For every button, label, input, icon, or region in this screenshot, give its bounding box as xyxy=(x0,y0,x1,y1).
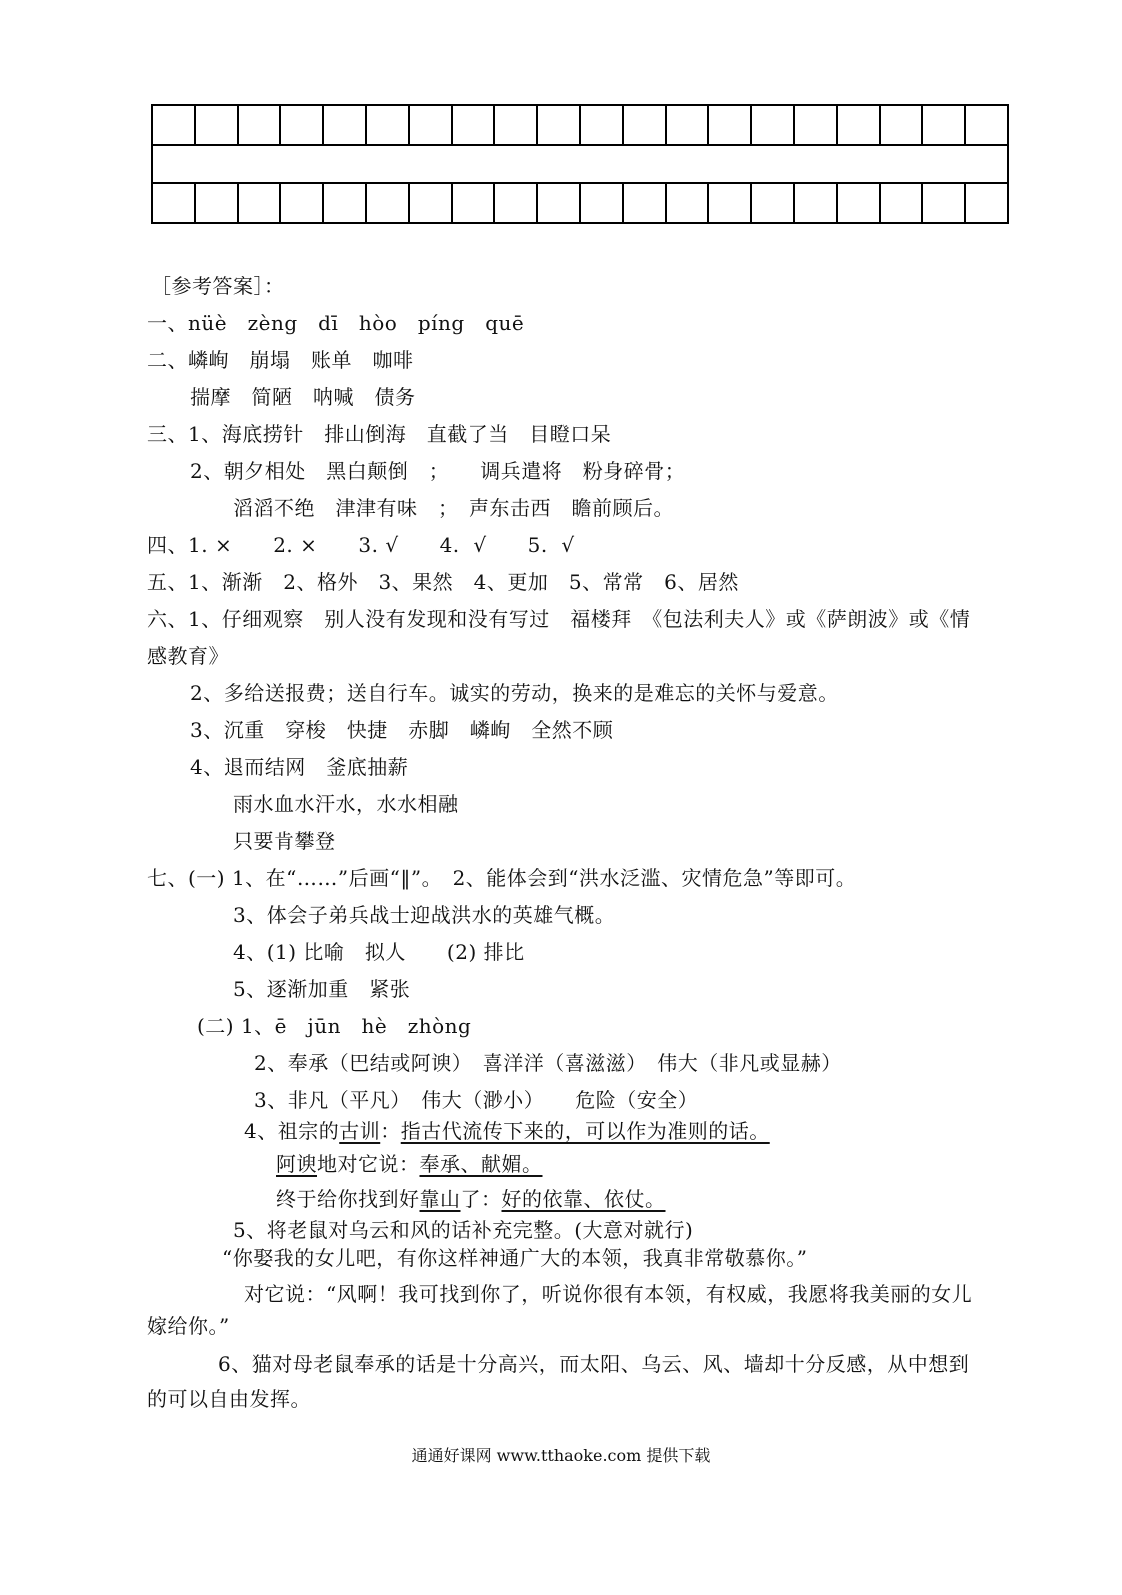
section-7-line-13-cont: 嫁给你。” xyxy=(147,1314,230,1338)
grid-cell xyxy=(794,105,837,145)
section-7-line-4: 5、逐渐加重 紧张 xyxy=(233,977,411,1001)
section-1-pinyin: 一、nüè zèng dī hòo píng quē xyxy=(147,311,525,335)
grid-cell xyxy=(623,105,666,145)
section-7-line-9 xyxy=(276,1150,543,1178)
writing-grid-bottom xyxy=(151,182,1009,224)
grid-cell xyxy=(409,105,452,145)
underlined-definition-kaoshan: 好的依靠、依仗。 xyxy=(501,1187,666,1211)
grid-cell xyxy=(537,183,580,223)
grid-cell xyxy=(152,105,195,145)
grid-cell xyxy=(580,183,623,223)
section-6-line-1-cont: 感教育》 xyxy=(147,644,229,668)
section-6-line-3: 3、沉重 穿梭 快捷 赤脚 嶙峋 全然不顾 xyxy=(190,718,614,742)
grid-cell xyxy=(323,183,366,223)
answer-heading: ［参考答案］： xyxy=(151,274,285,298)
grid-cell xyxy=(965,183,1008,223)
section-2-line-1: 二、嶙峋 崩塌 账单 咖啡 xyxy=(147,348,414,372)
grid-cell xyxy=(366,183,409,223)
grid-cell xyxy=(666,105,709,145)
section-6-line-2: 2、多给送报费；送自行车。诚实的劳动，换来的是难忘的关怀与爱意。 xyxy=(190,681,839,705)
grid-cell xyxy=(623,183,666,223)
grid-cell xyxy=(280,183,323,223)
line10-prefix: 终于给你找到好 xyxy=(276,1187,420,1211)
line9-middle: 地对它说： xyxy=(317,1152,420,1176)
section-3-line-3: 滔滔不绝 津津有味 ； 声东击西 瞻前顾后。 xyxy=(233,496,674,520)
section-7-line-14-cont: 的可以自由发挥。 xyxy=(147,1387,311,1411)
section-7-line-7: 3、非凡（平凡） 伟大（渺小） 危险（安全） xyxy=(254,1088,699,1112)
section-7-line-14: 6、猫对母老鼠奉承的话是十分高兴，而太阳、乌云、风、墙却十分反感，从中想到 xyxy=(218,1352,970,1376)
section-4-marks: 四、1. × 2. × 3. √ 4. √ 5. √ xyxy=(147,533,575,557)
underlined-definition-eyu: 奉承、献媚。 xyxy=(419,1152,543,1176)
grid-cell xyxy=(537,105,580,145)
section-3-line-1: 三、1、海底捞针 排山倒海 直截了当 目瞪口呆 xyxy=(147,422,612,446)
section-7-line-2: 3、体会子弟兵战士迎战洪水的英雄气概。 xyxy=(233,903,616,927)
grid-cell xyxy=(880,183,923,223)
footer-source: 通通好课网 www.tthaoke.com 提供下载 xyxy=(411,1446,711,1465)
grid-cell xyxy=(238,105,281,145)
grid-cell xyxy=(708,105,751,145)
grid-cell xyxy=(238,183,281,223)
section-3-line-2: 2、朝夕相处 黑白颠倒 ； 调兵遣将 粉身碎骨； xyxy=(190,459,686,483)
grid-cell xyxy=(922,183,965,223)
grid-cell xyxy=(837,183,880,223)
section-2-line-2: 揣摩 简陋 呐喊 债务 xyxy=(190,385,416,409)
underlined-term-kaoshan: 靠山 xyxy=(419,1187,461,1211)
grid-cell xyxy=(666,183,709,223)
grid-spacer-band xyxy=(151,146,1009,182)
underlined-definition-guxun: 指古代流传下来的，可以作为准则的话。 xyxy=(400,1119,770,1143)
grid-cell xyxy=(366,105,409,145)
section-5-line: 五、1、渐渐 2、格外 3、果然 4、更加 5、常常 6、居然 xyxy=(147,570,739,594)
section-7-line-5: (二) 1、ē jūn hè zhòng xyxy=(197,1014,472,1038)
grid-cell xyxy=(922,105,965,145)
grid-cell xyxy=(494,105,537,145)
grid-cell xyxy=(751,105,794,145)
grid-cell xyxy=(794,183,837,223)
grid-cell xyxy=(452,183,495,223)
grid-cell xyxy=(580,105,623,145)
grid-cell xyxy=(965,105,1008,145)
underlined-term-guxun: 古训 xyxy=(339,1119,381,1143)
grid-cell xyxy=(880,105,923,145)
grid-cell xyxy=(494,183,537,223)
grid-cell xyxy=(837,105,880,145)
grid-cell xyxy=(195,183,238,223)
section-7-line-11: 5、将老鼠对乌云和风的话补充完整。(大意对就行) xyxy=(233,1218,694,1242)
grid-cell xyxy=(708,183,751,223)
grid-cell xyxy=(409,183,452,223)
underlined-term-eyu: 阿谀 xyxy=(276,1152,317,1176)
section-6-line-4: 4、退而结网 釜底抽薪 xyxy=(190,755,409,779)
section-6-line-5: 雨水血水汗水，水水相融 xyxy=(233,792,459,816)
grid-cell xyxy=(280,105,323,145)
grid-cell xyxy=(323,105,366,145)
line10-middle: 了： xyxy=(460,1187,502,1211)
section-6-line-1: 六、1、仔细观察 别人没有发现和没有写过 福楼拜 《包法利夫人》或《萨朗波》或《情 xyxy=(147,607,971,631)
line8-colon: ： xyxy=(380,1119,401,1143)
line8-prefix: 4、祖宗的 xyxy=(244,1119,340,1143)
section-6-line-6: 只要肯攀登 xyxy=(233,829,336,853)
section-7-line-13: 对它说：“风啊！我可找到你了，听说你很有本领，有权威，我愿将我美丽的女儿 xyxy=(244,1282,973,1306)
section-7-line-12: “你娶我的女儿吧，有你这样神通广大的本领，我真非常敬慕你。” xyxy=(222,1246,808,1270)
grid-cell xyxy=(195,105,238,145)
section-7-line-6: 2、奉承（巴结或阿谀） 喜洋洋（喜滋滋） 伟大（非凡或显赫） xyxy=(254,1051,842,1075)
section-7-line-8 xyxy=(244,1117,770,1145)
section-7-line-3: 4、(1) 比喻 拟人 (2) 排比 xyxy=(233,940,525,964)
grid-cell xyxy=(452,105,495,145)
section-7-line-10 xyxy=(276,1185,666,1213)
grid-cell xyxy=(152,183,195,223)
section-7-line-1: 七、(一) 1、在“……”后画“‖”。 2、能体会到“洪水泛滥、灾情危急”等即可。 xyxy=(147,866,857,890)
grid-cell xyxy=(751,183,794,223)
writing-grid-top xyxy=(151,104,1009,146)
